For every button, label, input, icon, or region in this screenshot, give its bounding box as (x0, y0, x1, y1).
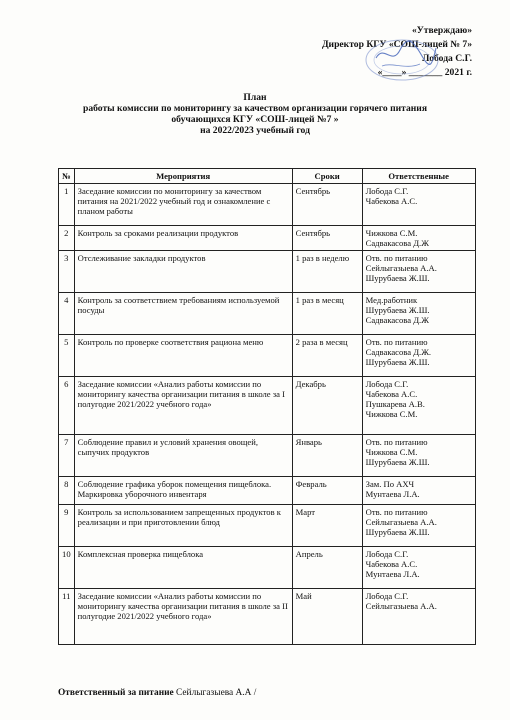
table-row (59, 477, 476, 505)
row-responsible (362, 505, 475, 547)
plan-table (58, 168, 476, 645)
title-subject: работы комиссии по мониторингу за качеством организации горячего питания (82, 103, 428, 114)
row-responsible (362, 435, 475, 477)
row-number: 8 (59, 477, 75, 505)
row-responsible (362, 477, 475, 505)
row-number: 7 (59, 435, 75, 477)
responsible-person: Зам. По АХЧ (365, 479, 415, 489)
responsible-person: Пушкарева А.В. (365, 399, 425, 409)
responsible-person: Сейлыгазыева А.А. (365, 601, 437, 611)
responsible-person: Шурубаева Ж.Ш. (365, 357, 430, 367)
responsible-person: Шурубаева Ж.Ш. (365, 527, 430, 537)
table-row (59, 435, 476, 477)
row-term: Сентябрь (292, 184, 362, 226)
title-year: на 2022/2023 учебный год (200, 125, 310, 136)
responsible-person: Лобода С.Г. (365, 186, 409, 196)
row-number: 5 (59, 335, 75, 377)
row-number: 1 (59, 184, 75, 226)
responsible-person: Садвакасова Д.Ж. (365, 347, 432, 357)
header-activity: Мероприятия (74, 169, 292, 184)
responsible-person: Мед.работник (365, 295, 418, 305)
responsible-person: Шурубаева Ж.Ш. (365, 273, 430, 283)
responsible-person: Отв. по питанию (365, 337, 428, 347)
row-responsible (362, 293, 475, 335)
responsible-person: Чабекова А.С. (365, 389, 418, 399)
responsible-person: Сейлыгазыева А.А. (365, 517, 437, 527)
row-activity: Заседание комиссии по мониторингу за качеством питания на 2021/2022 учебный год и ознакомление с планом работы (74, 184, 292, 226)
row-term: 1 раз в неделю (292, 251, 362, 293)
header-number: № (59, 169, 75, 184)
row-term: Апрель (292, 547, 362, 589)
responsible-person: Отв. по питанию (365, 253, 428, 263)
row-activity: Соблюдение правил и условий хранения овощей, сыпучих продуктов (74, 435, 292, 477)
row-activity: Контроль за соответствием требованиям используемой посуды (74, 293, 292, 335)
table-row (59, 335, 476, 377)
row-activity: Соблюдение графика уборок помещения пищеблока. Маркировка уборочного инвентаря (74, 477, 292, 505)
responsible-person: Садвакасова Д.Ж (365, 315, 429, 325)
row-activity: Контроль за использованием запрещенных продуктов к реализации и при приготовлении блюд (74, 505, 292, 547)
row-activity: Контроль по проверке соответствия рациона меню (74, 335, 292, 377)
responsible-person: Чижкова С.М. (365, 447, 418, 457)
responsible-person: Шурубаева Ж.Ш. (365, 305, 430, 315)
document-title (0, 92, 510, 136)
row-activity: Заседание комиссии «Анализ работы комиссии по мониторингу качества организации питания в школе за II полугодие 2021/2022 учебного года» (74, 589, 292, 645)
row-responsible (362, 251, 475, 293)
approval-date: «____» _______ 2021 г. (377, 67, 472, 78)
table-row (59, 589, 476, 645)
signature-stamp-icon (362, 36, 442, 82)
row-number: 11 (59, 589, 75, 645)
table-row (59, 505, 476, 547)
footer-label: Ответственный за питание (58, 688, 174, 698)
responsible-person: Чижкова С.М. (365, 228, 418, 238)
row-term: Январь (292, 435, 362, 477)
table-row (59, 251, 476, 293)
responsible-person: Лобода С.Г. (365, 379, 409, 389)
row-number: 4 (59, 293, 75, 335)
row-responsible (362, 184, 475, 226)
row-responsible (362, 547, 475, 589)
responsible-person: Садвакасова Д.Ж (365, 238, 429, 248)
row-activity: Контроль за сроками реализации продуктов (74, 226, 292, 251)
row-responsible (362, 589, 475, 645)
row-responsible (362, 335, 475, 377)
responsible-person: Сейлыгазыева А.А. (365, 263, 437, 273)
table-row (59, 547, 476, 589)
row-number: 2 (59, 226, 75, 251)
row-activity: Отслеживание закладки продуктов (74, 251, 292, 293)
row-term: Февраль (292, 477, 362, 505)
row-number: 9 (59, 505, 75, 547)
table-row (59, 226, 476, 251)
responsible-person: Мунтаева Л.А. (365, 489, 420, 499)
title-school: обучающихся КГУ «СОШ-лицей №7 » (171, 114, 339, 125)
row-term: 1 раз в месяц (292, 293, 362, 335)
responsible-person: Лобода С.Г. (365, 591, 409, 601)
row-term: Декабрь (292, 377, 362, 435)
approval-signatory: Лобода С.Г. (422, 53, 472, 64)
table-row (59, 293, 476, 335)
row-responsible (362, 377, 475, 435)
table-header-row (59, 169, 476, 184)
row-term: Сентябрь (292, 226, 362, 251)
responsible-person: Чижкова С.М. (365, 409, 418, 419)
table-row (59, 184, 476, 226)
approval-line: «Утверждаю» (411, 25, 472, 36)
row-number: 3 (59, 251, 75, 293)
row-responsible (362, 226, 475, 251)
approval-director: Директор КГУ «СОШ-лицей № 7» (321, 39, 472, 50)
responsible-person: Мунтаева Л.А. (365, 569, 420, 579)
footer-responsible (58, 688, 256, 699)
row-term: Май (292, 589, 362, 645)
table-row (59, 377, 476, 435)
row-number: 6 (59, 377, 75, 435)
row-term: Март (292, 505, 362, 547)
header-term: Сроки (292, 169, 362, 184)
responsible-person: Отв. по питанию (365, 507, 428, 517)
row-activity: Заседание комиссии «Анализ работы комиссии по мониторингу качества организации питания в школе за I полугодие 2021/2022 учебного года» (74, 377, 292, 435)
row-activity: Комплексная проверка пищеблока (74, 547, 292, 589)
row-term: 2 раза в месяц (292, 335, 362, 377)
responsible-person: Отв. по питанию (365, 437, 428, 447)
footer-name: Сейлыгазыева А.А / (176, 688, 257, 698)
responsible-person: Лобода С.Г. (365, 549, 409, 559)
responsible-person: Чабекова А.С. (365, 196, 418, 206)
responsible-person: Чабекова А.С. (365, 559, 418, 569)
header-responsible: Ответственные (362, 169, 475, 184)
row-number: 10 (59, 547, 75, 589)
responsible-person: Шурубаева Ж.Ш. (365, 457, 430, 467)
title-plan: План (243, 92, 267, 103)
